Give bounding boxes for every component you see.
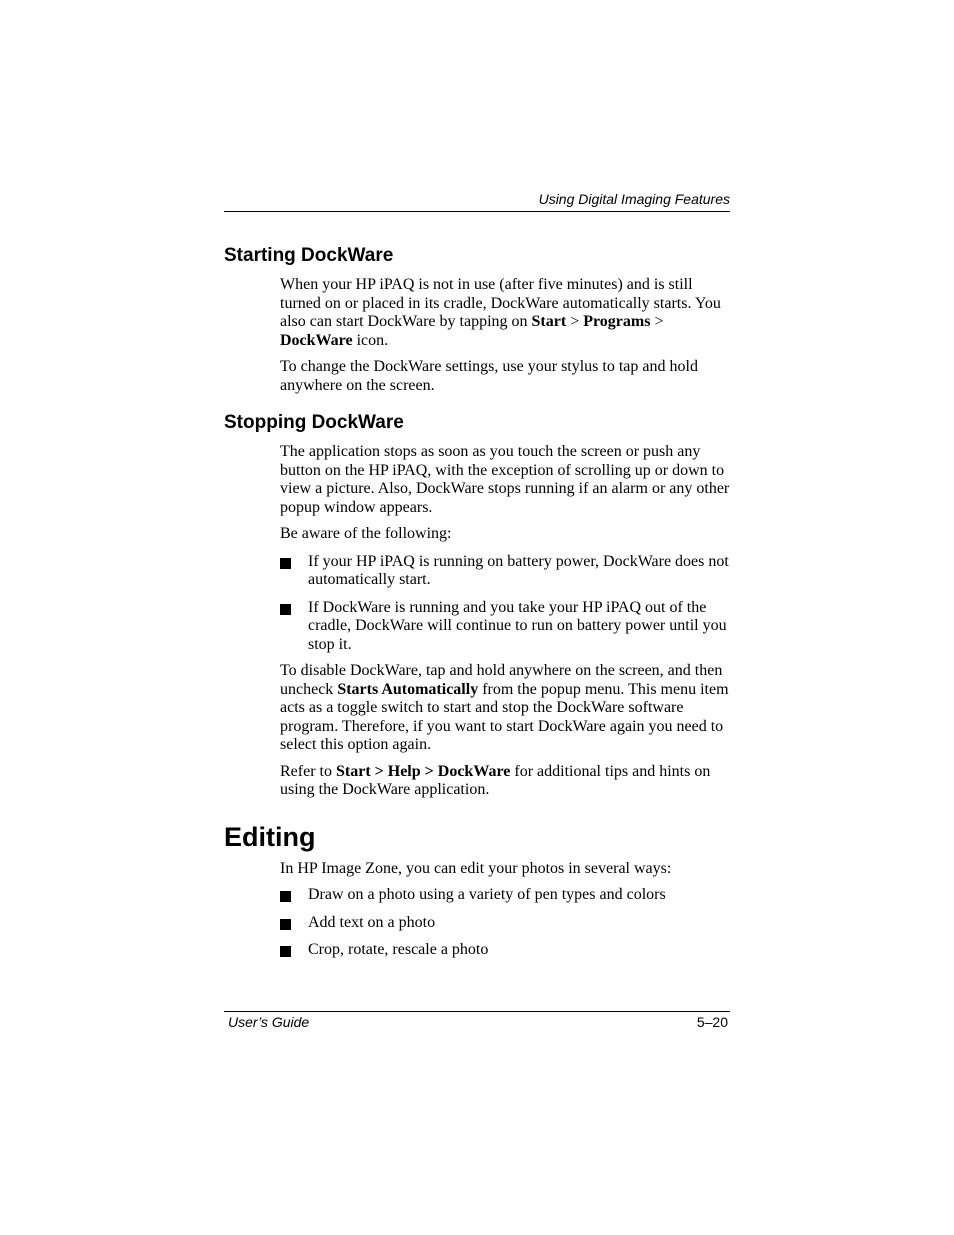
list-item	[280, 553, 730, 590]
bold-start: Start	[531, 313, 567, 330]
bold-dockware: DockWare	[280, 331, 353, 349]
stopping-paragraph-4	[280, 763, 730, 800]
square-bullet-icon	[280, 919, 291, 930]
starting-dockware-heading: Starting DockWare	[224, 245, 394, 266]
page-content	[224, 244, 730, 960]
running-header: Using Digital Imaging Features	[538, 191, 730, 207]
header-rule	[224, 211, 730, 212]
bold-menu-path: Start > Help > DockWare	[335, 762, 511, 780]
square-bullet-icon	[280, 558, 291, 569]
footer-guide-title: User’s Guide	[228, 1014, 310, 1030]
starting-paragraph-1	[280, 276, 730, 350]
starting-paragraph-2: To change the DockWare settings, use your stylus to tap and hold anywhere on the screen.	[280, 358, 698, 394]
stopping-paragraph-1: The application stops as soon as you touch the screen or push any button on the HP iPAQ, with the exception of scrolling up or down to view a picture. Also, DockWare stops running if an alarm or any other popup window appears.	[280, 443, 730, 516]
stopping-paragraph-2: Be aware of the following:	[280, 525, 452, 542]
list-item-text: Add text on a photo	[308, 913, 436, 931]
starting-dockware-body	[280, 276, 730, 395]
list-item-text: Draw on a photo using a variety of pen types and colors	[308, 886, 666, 903]
editing-intro: In HP Image Zone, you can edit your photos in several ways:	[280, 859, 672, 877]
editing-bullet-list	[280, 886, 730, 960]
bold-programs: Programs	[583, 313, 651, 330]
stopping-bullet-list	[280, 553, 730, 655]
stopping-dockware-heading: Stopping DockWare	[224, 412, 404, 433]
text-run: from the popup menu. This menu item acts as a toggle switch to start and stop the DockWare software program. Therefore, if you want to start DockWare again you need to select this option again.	[280, 680, 729, 753]
text-run: for additional tips and hints on using the DockWare application.	[280, 762, 711, 798]
bold-starts-automatically: Starts Automatically	[337, 680, 479, 698]
footer-rule	[224, 1011, 730, 1012]
list-item	[280, 886, 730, 905]
text-run: >	[566, 313, 584, 330]
editing-body	[280, 860, 730, 960]
list-item-text: If your HP iPAQ is running on battery power, DockWare does not automatically start.	[308, 552, 729, 588]
list-item-text: Crop, rotate, rescale a photo	[308, 941, 489, 958]
stopping-dockware-body	[280, 443, 730, 800]
text-run: icon.	[352, 331, 389, 349]
page-number: 5–20	[696, 1014, 728, 1030]
square-bullet-icon	[280, 604, 291, 615]
list-item	[280, 941, 730, 960]
editing-heading: Editing	[224, 821, 316, 852]
stopping-paragraph-3	[280, 662, 730, 755]
text-run: Refer to	[280, 762, 336, 780]
square-bullet-icon	[280, 946, 291, 957]
square-bullet-icon	[280, 891, 291, 902]
text-run: To disable DockWare, tap and hold anywhere on the screen, and then uncheck	[280, 662, 723, 698]
list-item-text: If DockWare is running and you take your HP iPAQ out of the cradle, DockWare will continue to run on battery power until you stop it.	[308, 598, 727, 653]
list-item	[280, 599, 730, 655]
list-item	[280, 914, 730, 933]
text-run: >	[650, 313, 664, 330]
text-run: When your HP iPAQ is not in use (after five minutes) and is still turned on or placed in its cradle, DockWare automatically starts. You also can start DockWare by tapping on	[280, 276, 721, 330]
